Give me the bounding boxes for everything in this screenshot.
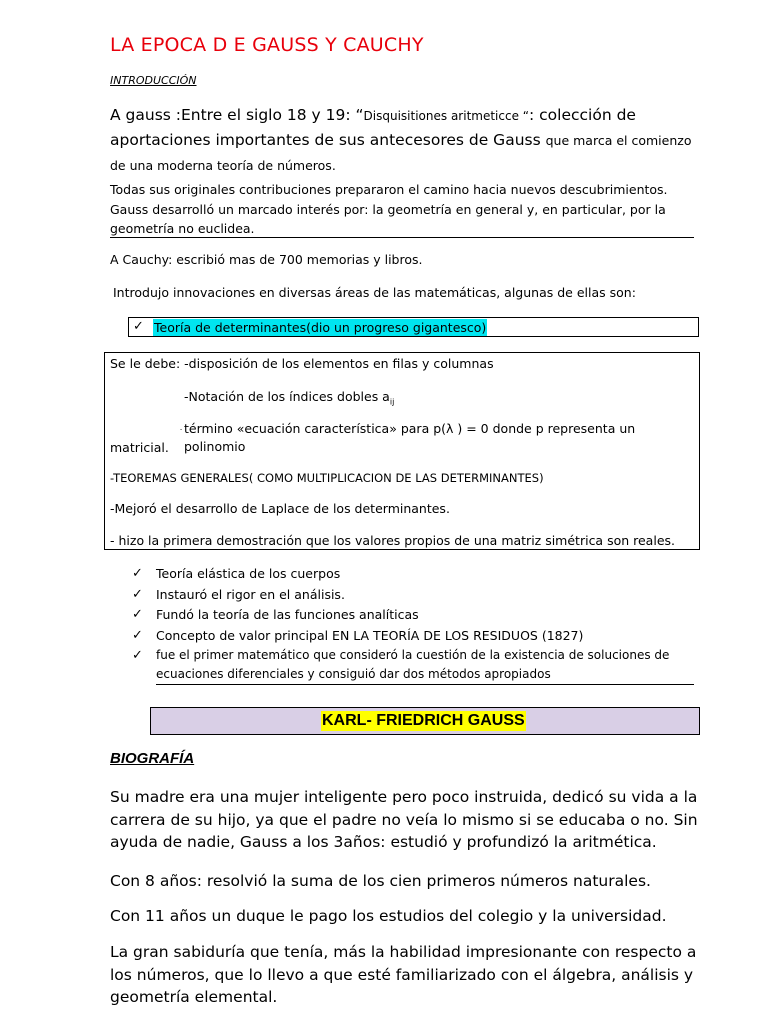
divider <box>110 237 694 238</box>
intro-mid: : colección de aportaciones importantes de sus antecesores de Gauss <box>110 106 636 149</box>
intro-work-title: Disquisitiones aritmeticce “ <box>363 109 529 123</box>
divider <box>156 684 694 685</box>
box-line-3-dash: - <box>180 426 183 433</box>
box-line-3a: término «ecuación característica» para p(λ ) = 0 donde p representa un polinomio <box>184 421 636 454</box>
bio-heading: BIOGRAFÍA <box>110 750 195 767</box>
cauchy-line: A Cauchy: escribió mas de 700 memorias y libros. <box>110 252 423 267</box>
check-icon: ✓ <box>132 566 143 581</box>
introdujo-line: Introdujo innovaciones en diversas áreas de las matemáticas, algunas de ellas son: <box>113 285 636 300</box>
document-title: LA EPOCA D E GAUSS Y CAUCHY <box>110 34 424 56</box>
box-line-6: - hizo la primera demostración que los valores propios de una matriz simétrica son reales. <box>110 533 675 548</box>
check-icon: ✓ <box>132 587 143 602</box>
bio-paragraph-2: Con 8 años: resolvió la suma de los cien primeros números naturales. <box>110 872 651 890</box>
box-line-3b: matricial. <box>110 440 169 455</box>
check-icon: ✓ <box>132 648 143 663</box>
bio-paragraph-3: Con 11 años un duque le pago los estudios del colegio y la universidad. <box>110 907 667 925</box>
box-line-5: -Mejoró el desarrollo de Laplace de los determinantes. <box>110 501 450 516</box>
gauss-heading: KARL- FRIEDRICH GAUSS <box>322 712 525 729</box>
bio-paragraph-4: La gran sabiduría que tenía, más la habilidad impresionante con respecto a los números, que lo llevo a que esté familiarizado con el álgebra, análisis y geometría elemental. <box>110 943 697 1006</box>
gauss-heading-box <box>150 707 700 735</box>
check-icon: ✓ <box>133 319 144 334</box>
intro-lead: A gauss :Entre el siglo 18 y 19: “ <box>110 106 364 124</box>
check-icon: ✓ <box>132 628 143 643</box>
check-icon: ✓ <box>132 607 143 622</box>
box-line-1: Se le debe: -disposición de los elementos en filas y columnas <box>110 356 494 371</box>
intro-heading: INTRODUCCIÓN <box>110 74 197 87</box>
intro-tail: que marca el comienzo de una moderna teoría de números. <box>110 133 692 173</box>
box-line-4: -TEOREMAS GENERALES( COMO MULTIPLICACION DE LAS DETERMINANTES) <box>110 471 544 485</box>
determinants-highlight-box <box>128 317 699 337</box>
box-line-2: -Notación de los índices dobles $a_{ij}$ <box>184 389 395 407</box>
intro-paragraph <box>110 103 710 178</box>
bio-paragraph-1: Su madre era una mujer inteligente pero poco instruida, dedicó su vida a la carrera de su hijo, ya que el padre no veía lo mismo si se educaba o no. Sin ayuda de nadie, Gauss a los 3años: estudió y profundizó la aritmética. <box>110 788 698 851</box>
gauss-contributions-paragraph: Todas sus originales contribuciones prepararon el camino hacia nuevos descubrimientos. Gauss desarrolló un marcado interés por: la geometría en general y, en particular, por la geometría no euclidea. <box>110 182 668 236</box>
determinants-details-box <box>104 352 700 550</box>
determinants-item: Teoría de determinantes(dio un progreso gigantesco) <box>154 320 487 335</box>
